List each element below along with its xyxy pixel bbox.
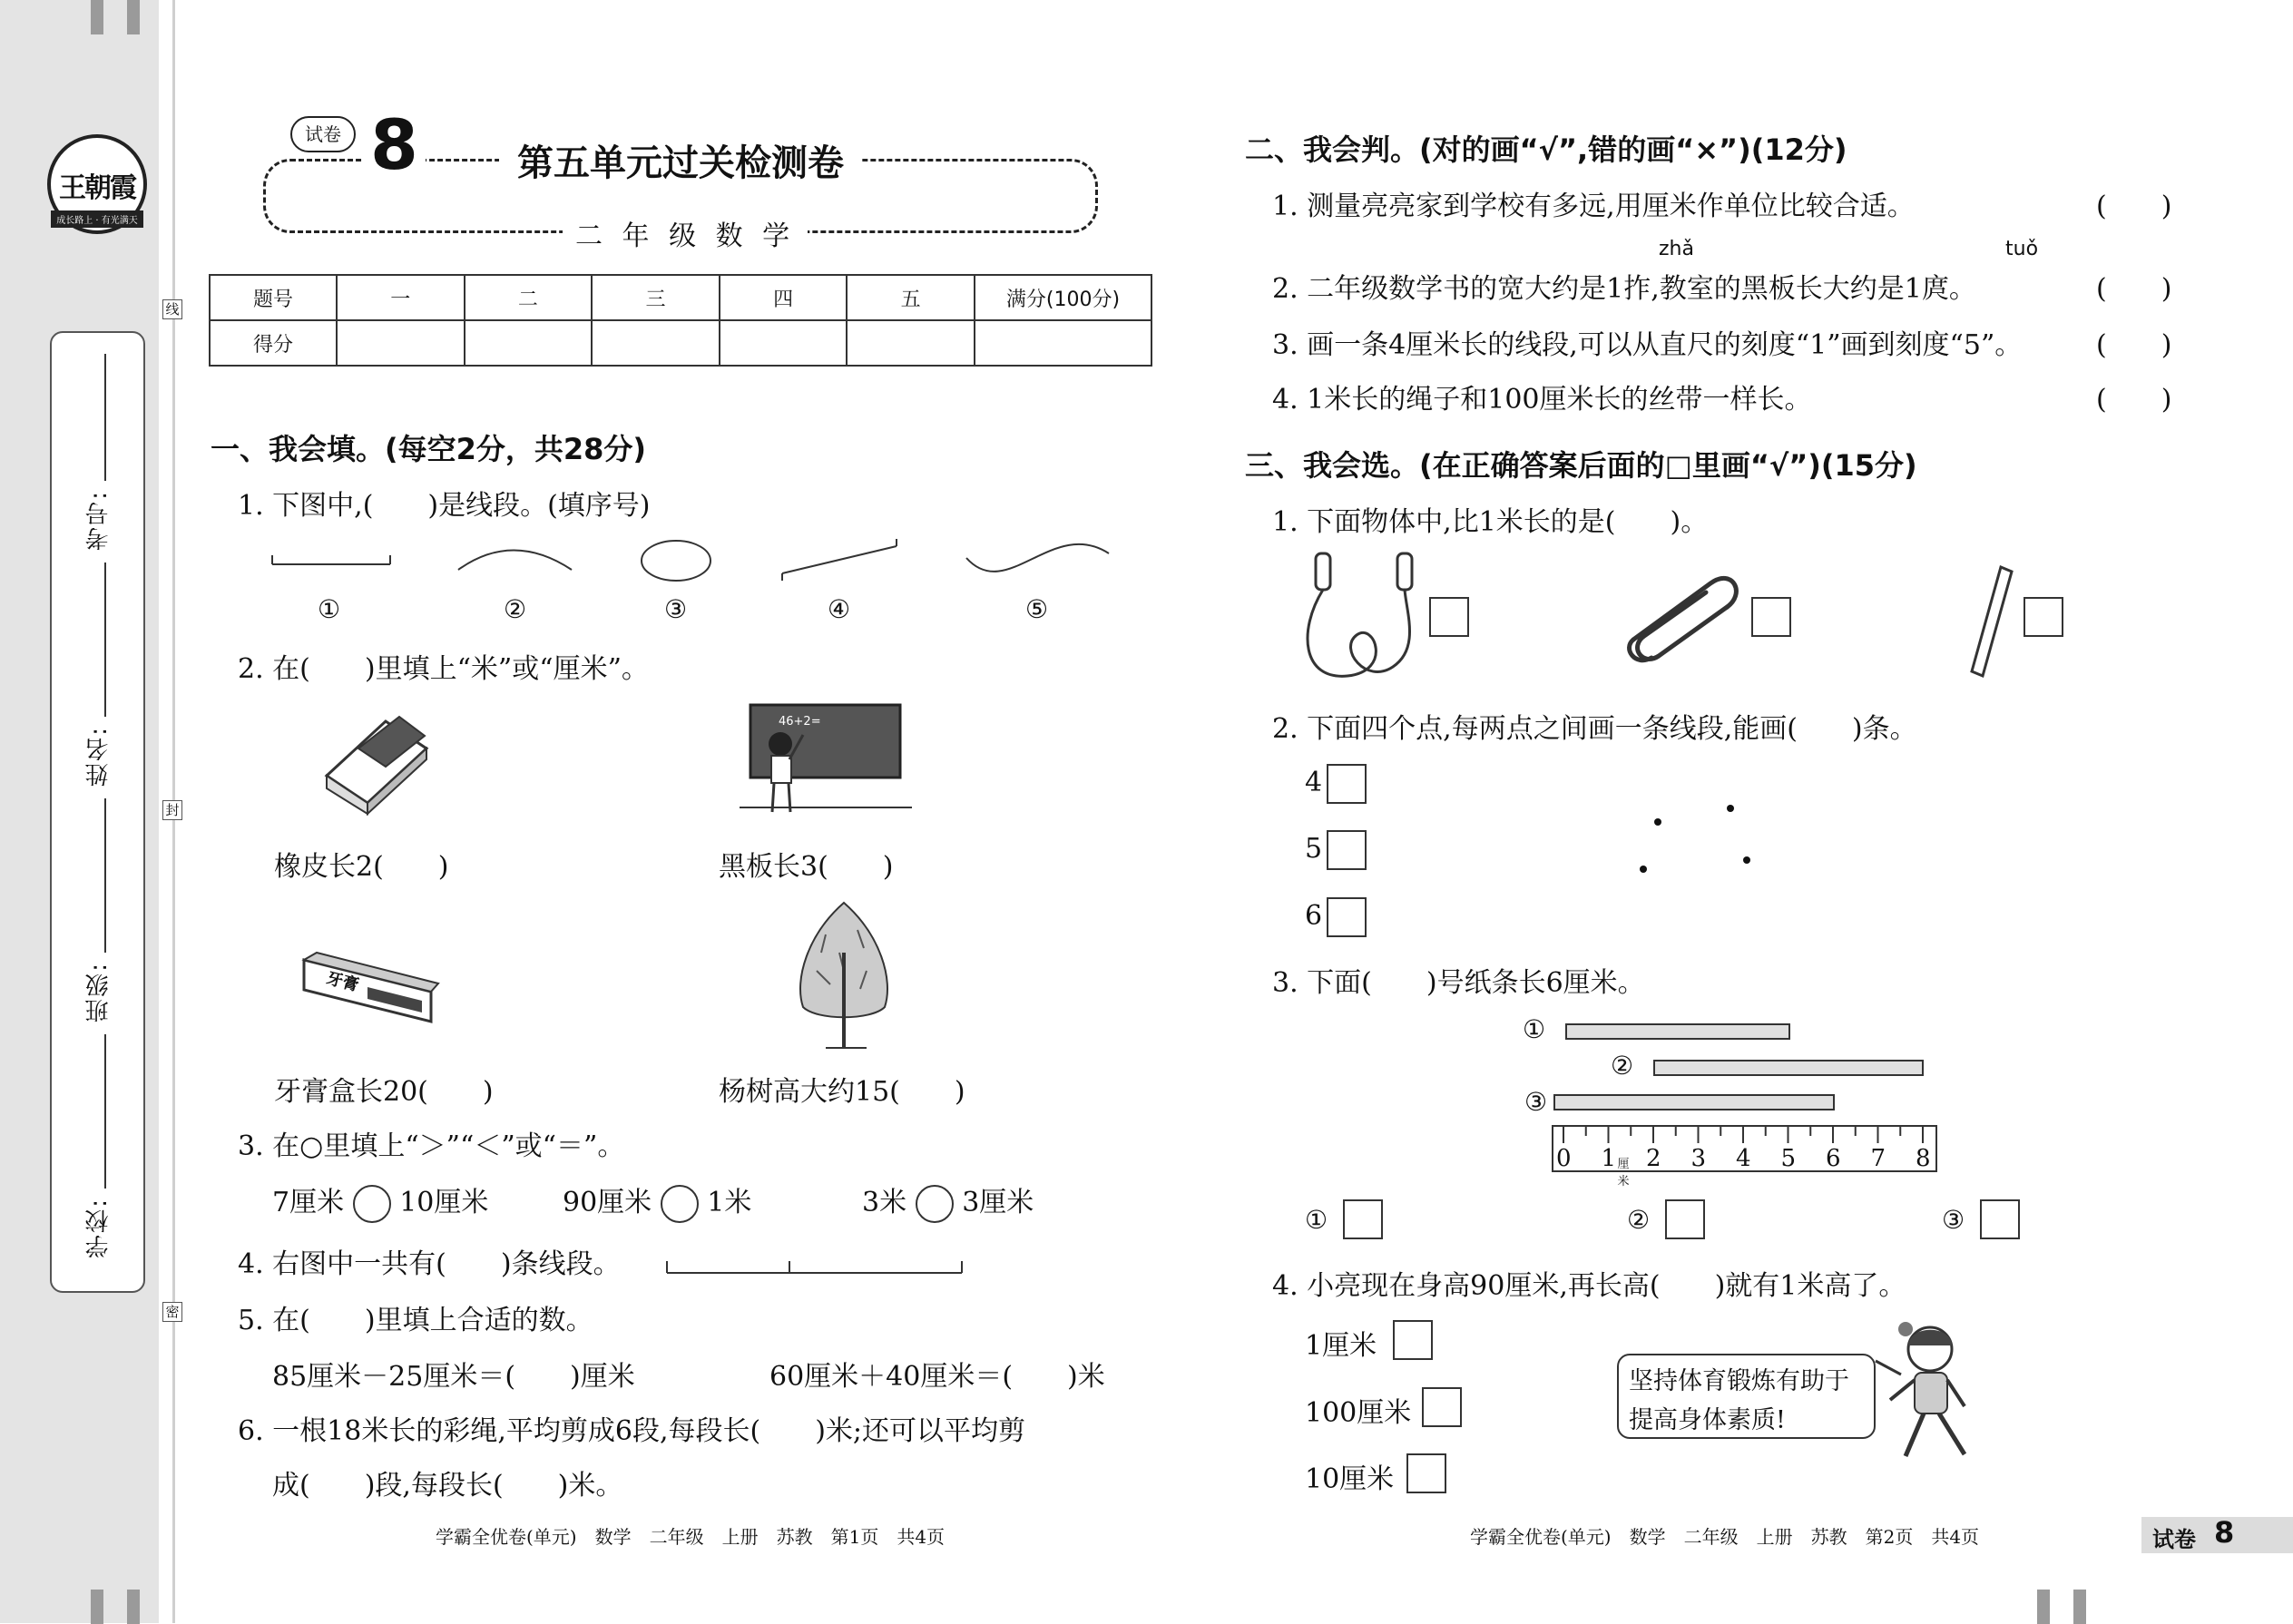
choice-option-label: ② xyxy=(1627,1205,1651,1235)
question-5: 5. 在( )里填上合适的数。 xyxy=(238,1305,593,1336)
ruler-tick-label: 8 xyxy=(1916,1145,1931,1172)
choice-checkbox[interactable] xyxy=(1422,1387,1462,1427)
compare-right: 10厘米 xyxy=(399,1187,489,1218)
choice-option-label: 10厘米 xyxy=(1305,1463,1395,1495)
choice-option-label: 100厘米 xyxy=(1305,1397,1412,1429)
choice-option-label: ③ xyxy=(1942,1205,1965,1235)
judge-answer[interactable]: ( ) xyxy=(2096,273,2172,305)
strip-label: ① xyxy=(1523,1014,1546,1044)
choice-question-1: 1. 下面物体中,比1米长的是( )。 xyxy=(1272,506,1709,538)
compare-right: 3厘米 xyxy=(962,1187,1034,1218)
table-header-cell: 三 xyxy=(592,275,720,320)
pinyin-zha: zhǎ xyxy=(1659,238,1694,260)
choice-checkbox[interactable] xyxy=(1343,1199,1383,1239)
choice-option-label: 6 xyxy=(1305,900,1323,932)
question-6-line1: 6. 一根18米长的彩绳,平均剪成6段,每段长( )米;还可以平均剪 xyxy=(238,1415,1026,1447)
figure-label: ② xyxy=(504,594,527,624)
judge-item: 2. 二年级数学书的宽大约是1拃,教室的黑板长大约是1庹。 xyxy=(1272,273,1976,305)
page-footer-left: 学霸全优卷(单元) 数学 二年级 上册 苏教 第1页 共4页 xyxy=(436,1526,946,1548)
q2-item-toothpaste: 牙膏盒长20( ) xyxy=(274,1076,494,1108)
exam-badge: 试卷 xyxy=(290,116,356,152)
choice-question-3: 3. 下面( )号纸条长6厘米。 xyxy=(1272,967,1645,999)
compare-left: 7厘米 xyxy=(272,1187,345,1218)
seal-mark: 密 xyxy=(162,1302,182,1322)
ruler-unit: 厘米 xyxy=(1617,1158,1630,1189)
q5-item: 60厘米＋40厘米＝( )米 xyxy=(769,1361,1105,1393)
question-2: 2. 在( )里填上“米”或“厘米”。 xyxy=(238,653,649,685)
ruler-tick-label: 2 xyxy=(1646,1145,1661,1172)
running-girl-illustration xyxy=(1874,1320,1992,1474)
ruler-tick-label: 6 xyxy=(1826,1145,1841,1172)
judge-item: 1. 测量亮亮家到学校有多远,用厘米作单位比较合适。 xyxy=(1272,191,1915,222)
q2-item-tree: 杨树高大约15( ) xyxy=(719,1076,965,1108)
judge-answer[interactable]: ( ) xyxy=(2096,329,2172,361)
choice-question-4: 4. 小亮现在身高90厘米,再长高( )就有1米高了。 xyxy=(1272,1270,1906,1302)
exam-number-label: 考号: xyxy=(85,490,113,551)
figure-label: ① xyxy=(318,594,341,624)
blackboard-text: 46+2= xyxy=(779,715,821,729)
ruler-tick-label: 5 xyxy=(1780,1145,1797,1172)
section1-title: 一、我会填。(每空2分，共28分) xyxy=(211,432,647,466)
compare-right: 1米 xyxy=(707,1187,752,1218)
judge-answer[interactable]: ( ) xyxy=(2096,191,2172,222)
toothpaste-label: 牙膏 xyxy=(324,968,361,995)
class-label: 班级: xyxy=(85,962,113,1022)
table-header-cell: 满分(100分) xyxy=(975,275,1151,320)
compare-left: 90厘米 xyxy=(563,1187,652,1218)
q5-item: 85厘米－25厘米＝( )厘米 xyxy=(272,1361,635,1393)
compare-left: 3米 xyxy=(862,1187,907,1218)
section3-title: 三、我会选。(在正确答案后面的□里画“√”)(15分) xyxy=(1245,448,1917,483)
school-label: 学校: xyxy=(85,1198,113,1258)
table-header-cell: 一 xyxy=(337,275,465,320)
section2-title: 二、我会判。(对的画“√”,错的画“×”)(12分) xyxy=(1245,132,1847,167)
choice-option-label: 4 xyxy=(1305,767,1323,798)
question-1: 1. 下图中,( )是线段。(填序号) xyxy=(238,490,651,522)
judge-answer[interactable]: ( ) xyxy=(2096,384,2172,416)
page-subtitle: 二 年 级 数 学 xyxy=(563,213,808,253)
judge-item: 4. 1米长的绳子和100厘米长的丝带一样长。 xyxy=(1272,384,1812,416)
strip-label: ② xyxy=(1611,1051,1634,1081)
q2-item-blackboard: 黑板长3( ) xyxy=(719,851,894,883)
name-label: 姓名: xyxy=(85,726,113,787)
question-6-line2: 成( )段,每段长( )米。 xyxy=(272,1470,623,1502)
choice-checkbox[interactable] xyxy=(1393,1320,1433,1360)
figure-label: ③ xyxy=(664,594,688,624)
judge-item: 3. 画一条4厘米长的线段,可以从直尺的刻度“1”画到刻度“5”。 xyxy=(1272,329,2023,361)
choice-option-label: ① xyxy=(1305,1205,1328,1235)
choice-option-label: 1厘米 xyxy=(1305,1330,1377,1362)
figure-label: ④ xyxy=(828,594,851,624)
ruler-tick-label: 0 xyxy=(1556,1145,1572,1172)
ruler-tick-label: 7 xyxy=(1870,1145,1886,1172)
logo-name: 王朝霞 xyxy=(59,172,135,204)
page-tab-label: 试卷 xyxy=(2152,1527,2196,1552)
pinyin-tuo: tuǒ xyxy=(2005,238,2039,260)
speech-line-1: 坚持体育锻炼有助于 xyxy=(1629,1367,1849,1395)
seal-mark: 线 xyxy=(162,299,182,319)
ruler-tick-label: 3 xyxy=(1690,1145,1707,1172)
ruler-tick-label: 4 xyxy=(1736,1145,1751,1172)
choice-checkbox[interactable] xyxy=(1980,1199,2020,1239)
seal-mark: 封 xyxy=(162,800,182,820)
table-header-cell: 题号 xyxy=(210,275,337,320)
table-row-label: 得分 xyxy=(210,320,337,366)
page-tab-number: 8 xyxy=(2214,1515,2235,1550)
q2-item-eraser: 橡皮长2( ) xyxy=(274,851,449,883)
table-header-cell: 五 xyxy=(847,275,975,320)
choice-option-label: 5 xyxy=(1305,833,1323,865)
logo-slogan: 成长路上 · 有光满天 xyxy=(51,210,143,228)
page-footer-right: 学霸全优卷(单元) 数学 二年级 上册 苏教 第2页 共4页 xyxy=(1470,1526,1980,1548)
table-header-cell: 二 xyxy=(465,275,593,320)
figure-label: ⑤ xyxy=(1025,594,1049,624)
exam-number: 8 xyxy=(363,109,426,181)
question-3: 3. 在○里填上“＞”“＜”或“＝”。 xyxy=(238,1130,625,1162)
strip-label: ③ xyxy=(1524,1087,1548,1117)
choice-checkbox[interactable] xyxy=(1665,1199,1705,1239)
page-title: 第五单元过关检测卷 xyxy=(499,134,862,186)
table-header-cell: 四 xyxy=(720,275,848,320)
speech-line-2: 提高身体素质! xyxy=(1629,1406,1786,1434)
ruler-tick-label: 1 xyxy=(1601,1145,1617,1172)
choice-question-2: 2. 下面四个点,每两点之间画一条线段,能画( )条。 xyxy=(1272,713,1917,745)
question-4: 4. 右图中一共有( )条线段。 xyxy=(238,1248,621,1280)
choice-checkbox[interactable] xyxy=(1406,1453,1446,1493)
